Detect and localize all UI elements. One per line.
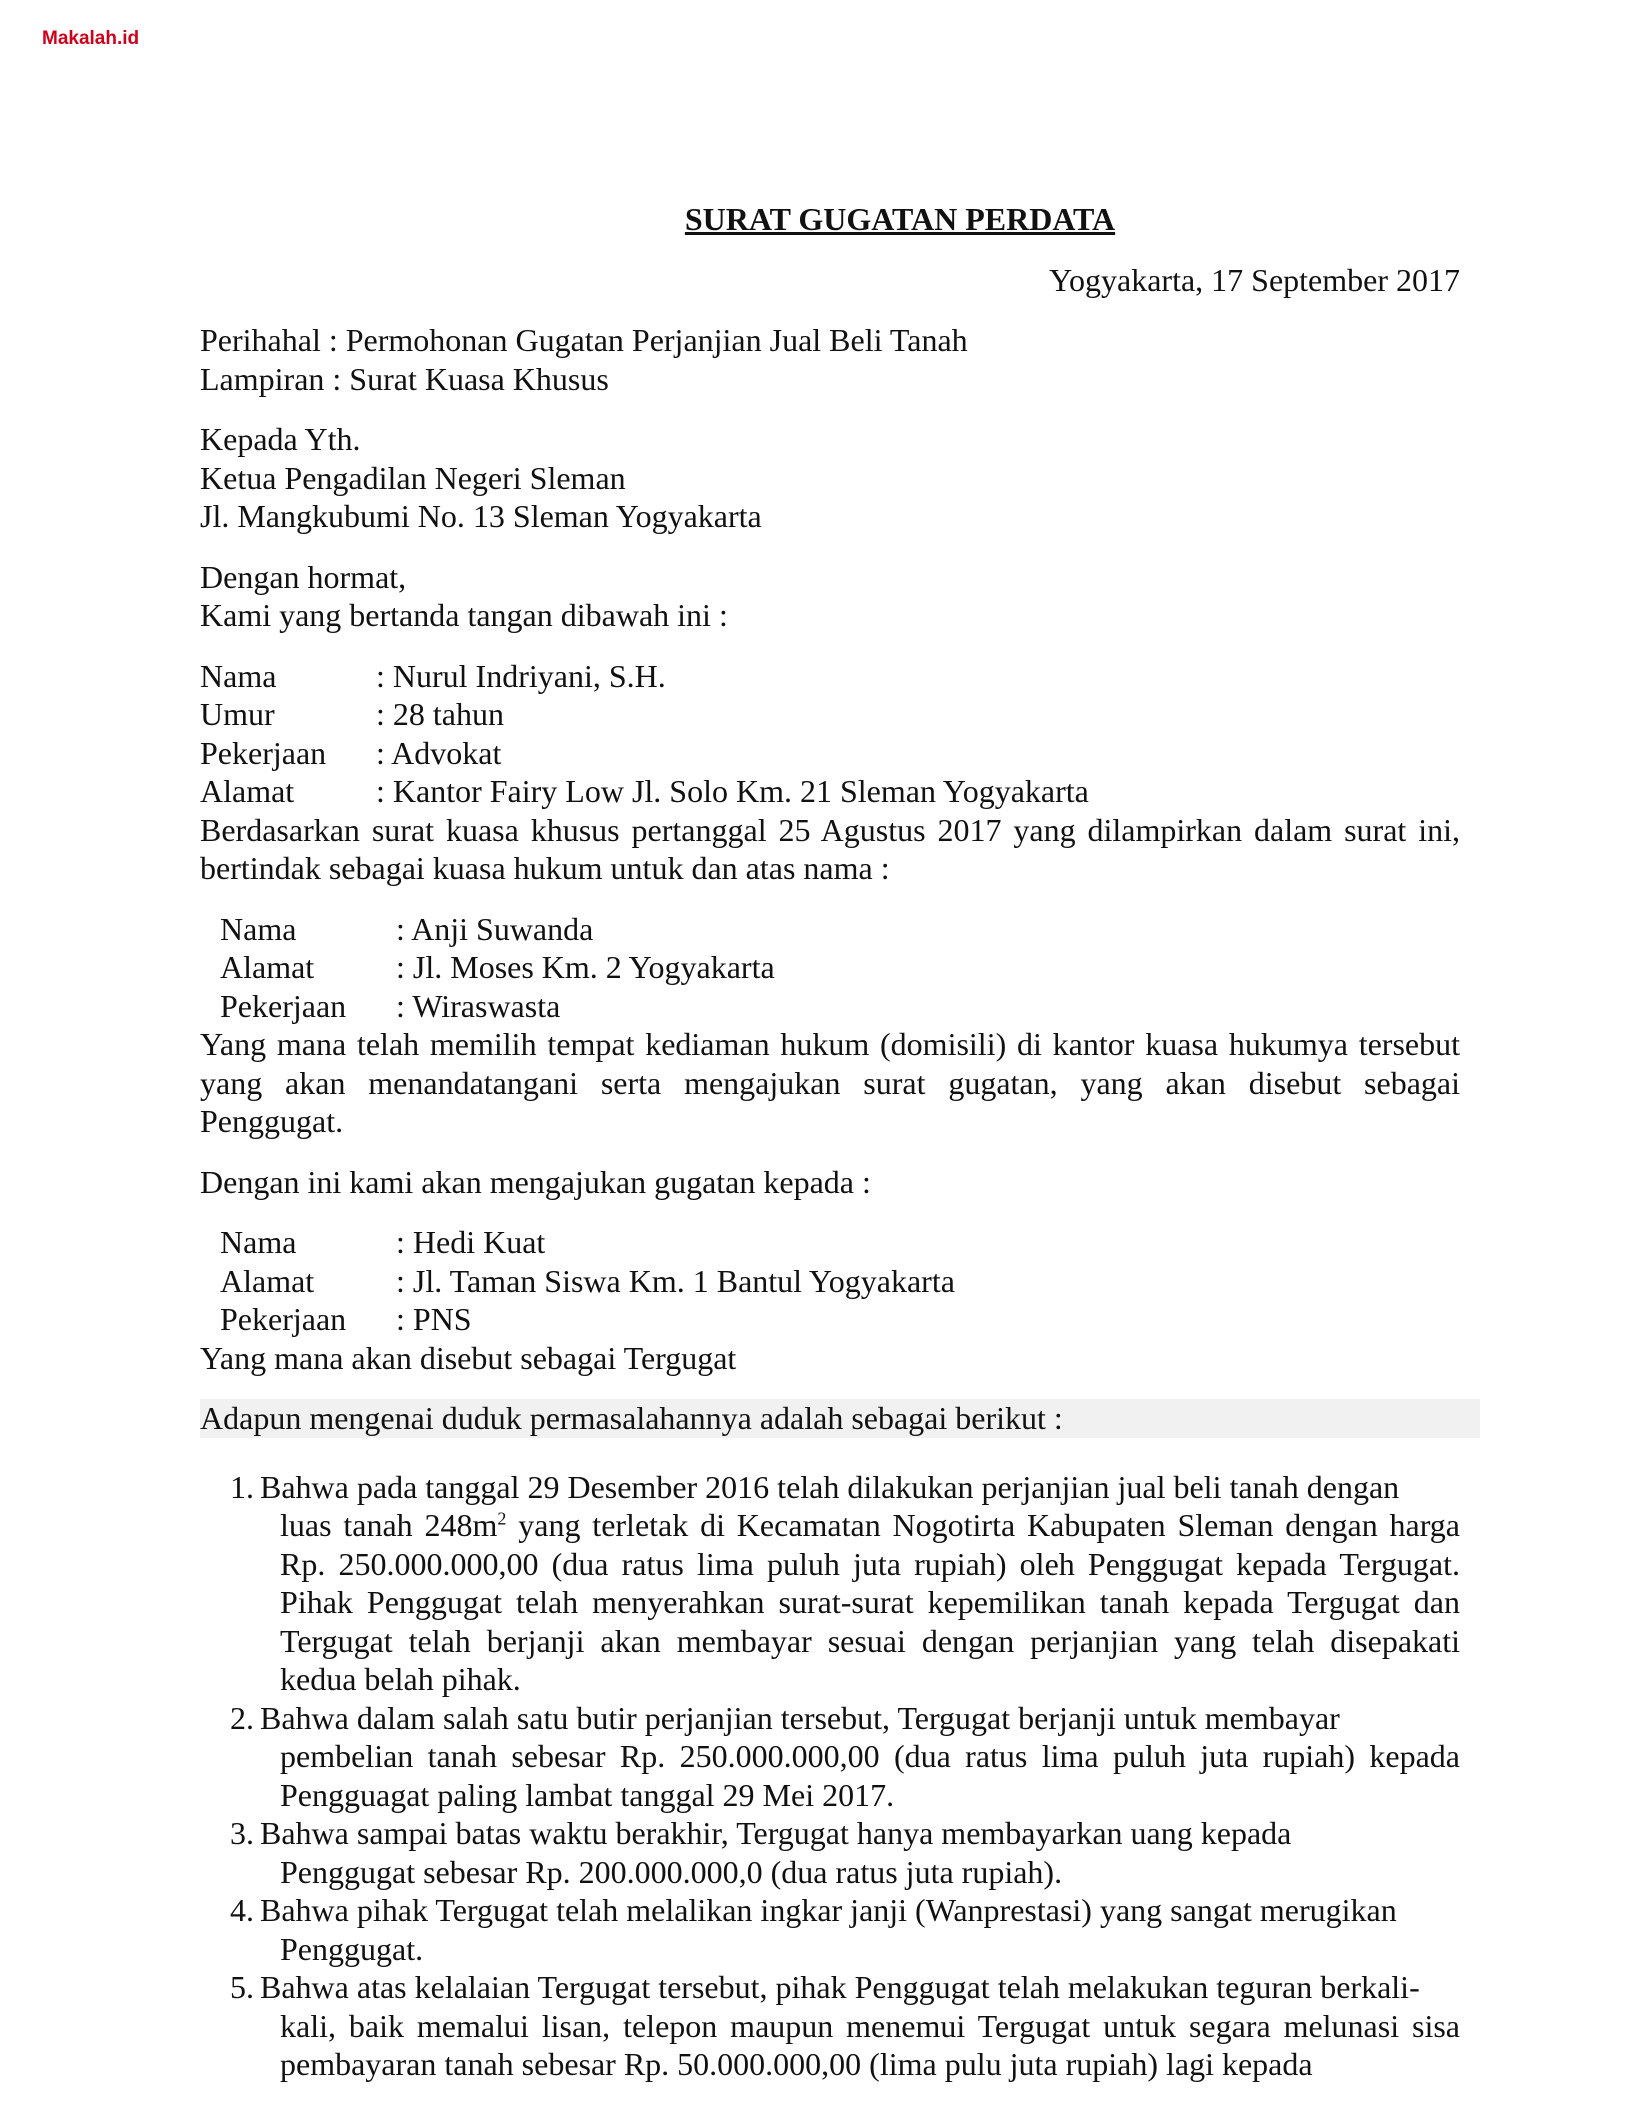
field-value: : 28 tahun	[376, 696, 504, 732]
list-item	[200, 1699, 1460, 1815]
field-label: Alamat	[220, 1262, 315, 1299]
field-value: : Jl. Taman Siswa Km. 1 Bantul Yogyakarta	[396, 1262, 955, 1299]
list-number: 3.	[230, 1815, 254, 1851]
list-item	[200, 1814, 1460, 1891]
addressee-name: Ketua Pengadilan Negeri Sleman	[200, 459, 626, 496]
list-text: Bahwa pihak Tergugat telah melalikan ingkar janji (Wanprestasi) yang sangat merugikan Penggugat.	[260, 1892, 1397, 1967]
defendant-alamat-row	[200, 1262, 1460, 1301]
addressee-block	[200, 420, 1460, 536]
lampiran-line: Lampiran : Surat Kuasa Khusus	[200, 360, 609, 397]
field-value: : PNS	[396, 1301, 472, 1337]
letter-page	[200, 200, 1460, 2084]
field-label: Umur	[200, 696, 275, 732]
list-text: Bahwa pada tanggal 29 Desember 2016 telah dilakukan perjanjian jual beli tanah dengan luas tanah $248m^2$ yang terletak di Kecamatan Nogotirta Kabupaten Sleman dengan harga Rp. 250.000.000,00 (dua ratus lima puluh juta rupiah) oleh Penggugat kepada Tergugat. Pihak Penggugat telah menyerahkan surat-surat kepemilikan tanah kepada Tergugat dan Tergugat telah berjanji akan membayar sesuai dengan perjanjian yang telah disepakati kedua belah pihak.	[260, 1468, 1461, 1697]
list-number: 5.	[230, 1969, 254, 2005]
list-item	[200, 1891, 1460, 1968]
lawyer-nama-row	[200, 657, 1460, 696]
greeting-line: Dengan hormat,	[200, 558, 407, 595]
defendant-nama-row	[200, 1223, 1460, 1262]
addressee-salutation: Kepada Yth.	[200, 421, 361, 457]
greeting-block	[200, 558, 1460, 635]
field-value: : Kantor Fairy Low Jl. Solo Km. 21 Sleman Yogyakarta	[376, 773, 1089, 809]
document-title: SURAT GUGATAN PERDATA	[684, 201, 1116, 237]
lawyer-alamat-row	[200, 772, 1460, 811]
field-value: : Advokat	[376, 734, 502, 771]
list-item	[200, 1968, 1460, 2084]
field-value: : Hedi Kuat	[396, 1224, 546, 1260]
lawyer-umur-row	[200, 695, 1460, 734]
list-number: 2.	[230, 1699, 254, 1736]
letter-date: Yogyakarta, 17 September 2017	[1049, 261, 1460, 298]
field-value: : Wiraswasta	[396, 987, 561, 1024]
list-text: Bahwa atas kelalaian Tergugat tersebut, pihak Penggugat telah melakukan teguran berkali- kali, baik memalui lisan, telepon maupun menemui Tergugat untuk segara melunasi sisa pembayaran tanah sebesar Rp. 50.000.000,00 (lima pulu juta rupiah) lagi kepada	[260, 1969, 1460, 2082]
facts-list	[200, 1468, 1460, 2084]
perihal-line: Perihahal : Permohonan Gugatan Perjanjian Jual Beli Tanah	[200, 322, 968, 358]
field-label: Alamat	[200, 773, 295, 809]
addressee-address: Jl. Mangkubumi No. 13 Sleman Yogyakarta	[200, 498, 762, 534]
defendant-paragraph: Yang mana akan disebut sebagai Tergugat	[200, 1339, 737, 1376]
field-value: : Nurul Indriyani, S.H.	[376, 657, 666, 694]
watermark-logo: Makalah.id	[42, 28, 140, 49]
defendant-intro: Dengan ini kami akan mengajukan gugatan kepada :	[200, 1163, 871, 1200]
field-label: Pekerjaan	[200, 734, 327, 771]
undersigned-line: Kami yang bertanda tangan dibawah ini :	[200, 597, 728, 633]
lawyer-pekerjaan-row	[200, 734, 1460, 773]
plaintiff-nama-row	[200, 910, 1460, 949]
field-label: Nama	[220, 1224, 297, 1260]
defendant-pekerjaan-row	[200, 1300, 1460, 1339]
lawyer-identity	[200, 657, 1460, 888]
field-label: Nama	[200, 657, 277, 694]
list-number: 4.	[230, 1892, 254, 1928]
field-label: Pekerjaan	[220, 1301, 347, 1337]
list-item	[200, 1468, 1460, 1699]
field-value: : Jl. Moses Km. 2 Yogyakarta	[396, 949, 775, 985]
field-label: Alamat	[220, 949, 315, 985]
plaintiff-identity	[200, 910, 1460, 1141]
plaintiff-alamat-row	[200, 948, 1460, 987]
facts-intro: Adapun mengenai duduk permasalahannya adalah sebagai berikut :	[200, 1399, 1480, 1438]
subject-block	[200, 321, 1460, 398]
defendant-identity	[200, 1223, 1460, 1377]
plaintiff-pekerjaan-row	[200, 987, 1460, 1026]
field-label: Nama	[220, 910, 297, 947]
list-text: Bahwa dalam salah satu butir perjanjian tersebut, Tergugat berjanji untuk membayar pembelian tanah sebesar Rp. 250.000.000,00 (dua ratus lima puluh juta rupiah) kepada Pengguagat paling lambat tanggal 29 Mei 2017.	[260, 1699, 1460, 1813]
list-number: 1.	[230, 1468, 254, 1505]
field-label: Pekerjaan	[220, 987, 347, 1024]
list-text: Bahwa sampai batas waktu berakhir, Tergugat hanya membayarkan uang kepada Penggugat sebesar Rp. 200.000.000,0 (dua ratus juta rupiah).	[260, 1815, 1292, 1890]
field-value: : Anji Suwanda	[396, 910, 594, 947]
plaintiff-paragraph: Yang mana telah memilih tempat kediaman hukum (domisili) di kantor kuasa hukumya tersebut yang akan menandatangani serta mengajukan surat gugatan, yang akan disebut sebagai Penggugat.	[200, 1026, 1460, 1139]
authority-paragraph: Berdasarkan surat kuasa khusus pertanggal 25 Agustus 2017 yang dilampirkan dalam surat ini, bertindak sebagai kuasa hukum untuk dan atas nama :	[200, 811, 1460, 886]
